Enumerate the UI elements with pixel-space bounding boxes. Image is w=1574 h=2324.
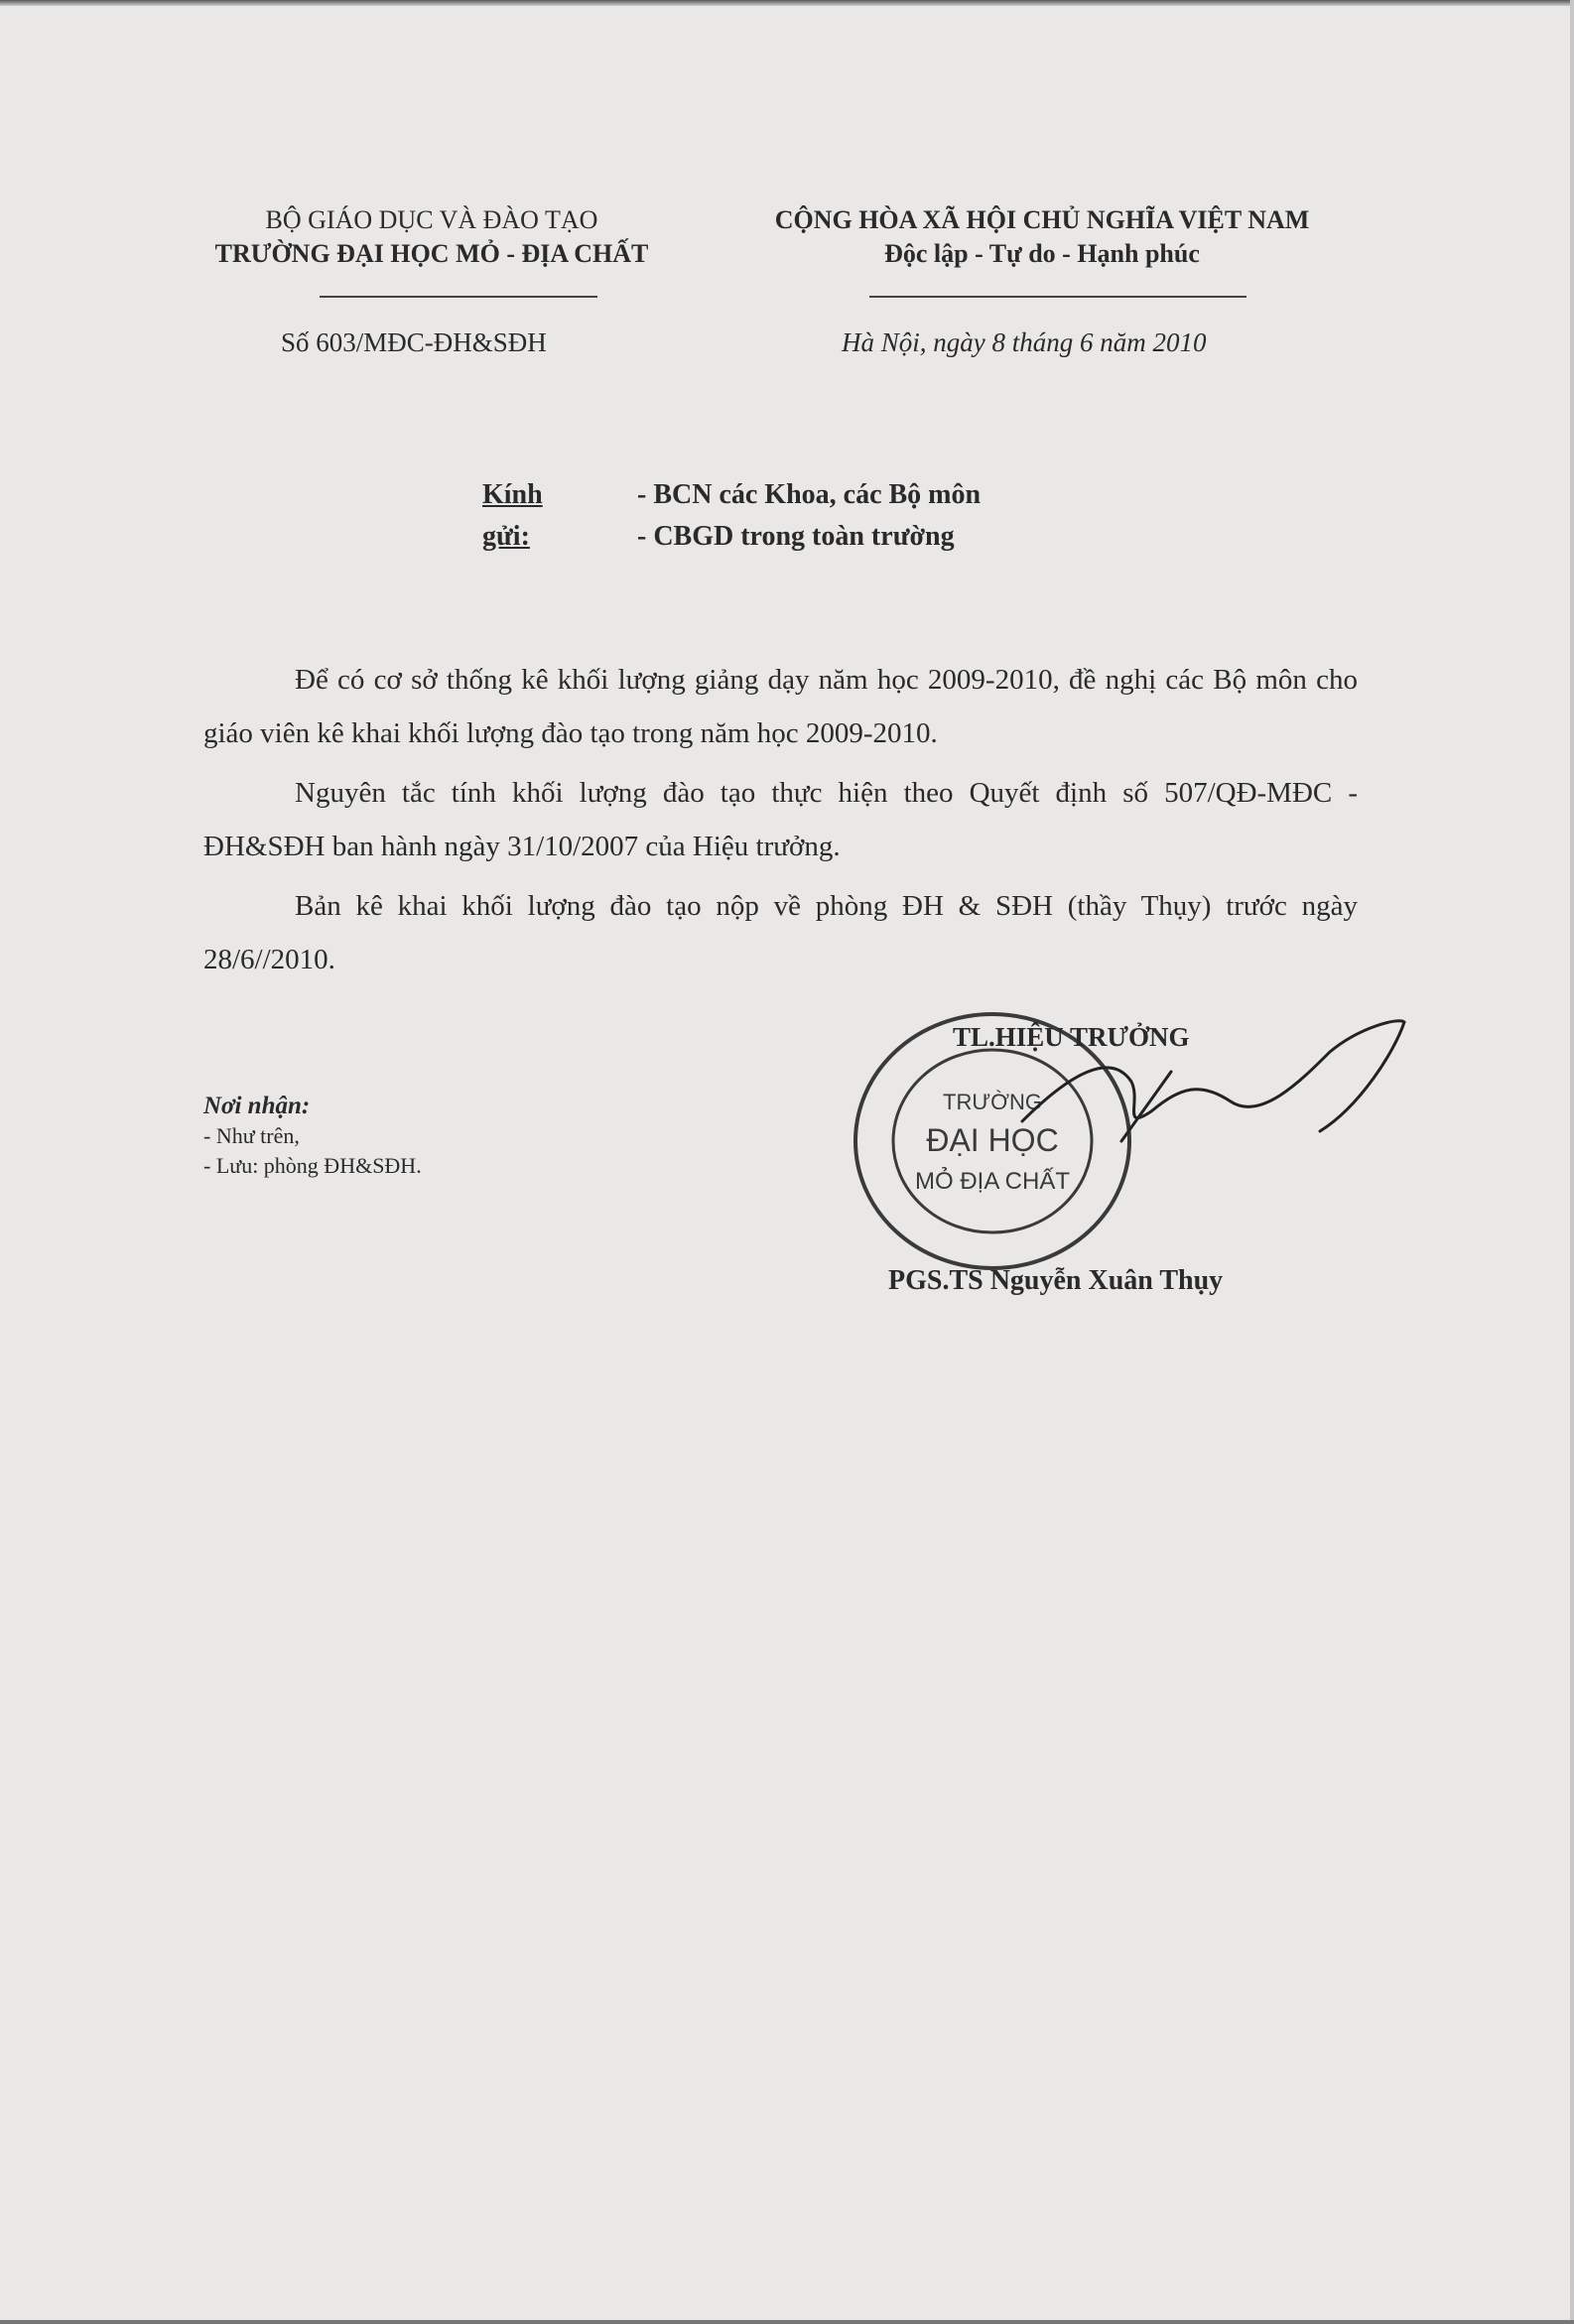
recipient-item: - BCN các Khoa, các Bộ môn: [637, 479, 982, 510]
receiver-item: - Lưu: phòng ĐH&SĐH.: [203, 1153, 422, 1178]
body-paragraph: Nguyên tắc tính khối lượng đào tạo thực hiện theo Quyết định số 507/QĐ-MĐC - ĐH&SĐH ban hành ngày 31/10/2007 của Hiệu trưởng.: [203, 777, 1358, 862]
header-left: [198, 203, 665, 271]
scan-edge-right: [1570, 0, 1574, 2324]
signer-name: PGS.TS Nguyễn Xuân Thụy: [888, 1265, 1224, 1296]
header-right: [729, 203, 1355, 271]
date-line: Hà Nội, ngày 8 tháng 6 năm 2010: [842, 327, 1207, 357]
scan-edge-bottom: [0, 2320, 1574, 2324]
header-right-rule: [869, 296, 1246, 298]
document-number: Số 603/MĐC-ĐH&SĐH: [281, 327, 547, 357]
scan-edge-top: [0, 0, 1574, 6]
receivers-block: [203, 1092, 422, 1181]
header-left-rule: [320, 296, 597, 298]
signature-title: TL.HIỆU TRƯỞNG: [953, 1022, 1190, 1052]
body-paragraph: Để có cơ sở thống kê khối lượng giảng dạy năm học 2009-2010, đề nghị các Bộ môn cho giáo viên kê khai khối lượng đào tạo trong năm học 2009-2010.: [203, 664, 1358, 749]
motto: Độc lập - Tự do - Hạnh phúc: [884, 239, 1200, 268]
country-name: CỘNG HÒA XÃ HỘI CHỦ NGHĨA VIỆT NAM: [774, 205, 1310, 234]
ministry-name: BỘ GIÁO DỤC VÀ ĐÀO TẠO: [265, 205, 598, 234]
receivers-title: Nơi nhận:: [203, 1093, 311, 1119]
receiver-item: - Như trên,: [203, 1123, 300, 1148]
recipients-label: Kính gửi:: [482, 479, 543, 552]
body-paragraph: Bản kê khai khối lượng đào tạo nộp về phòng ĐH & SĐH (thầy Thụy) trước ngày 28/6//2010.: [203, 890, 1358, 975]
body-text: [203, 653, 1358, 992]
stamp-line: MỎ ĐỊA CHẤT: [914, 1168, 1071, 1195]
recipient-item: - CBGD trong toàn trường: [637, 521, 955, 552]
stamp-line: ĐẠI HỌC: [926, 1122, 1059, 1158]
school-name: TRƯỜNG ĐẠI HỌC MỎ - ĐỊA CHẤT: [214, 239, 649, 268]
stamp-line: TRƯỜNG: [943, 1090, 1042, 1114]
